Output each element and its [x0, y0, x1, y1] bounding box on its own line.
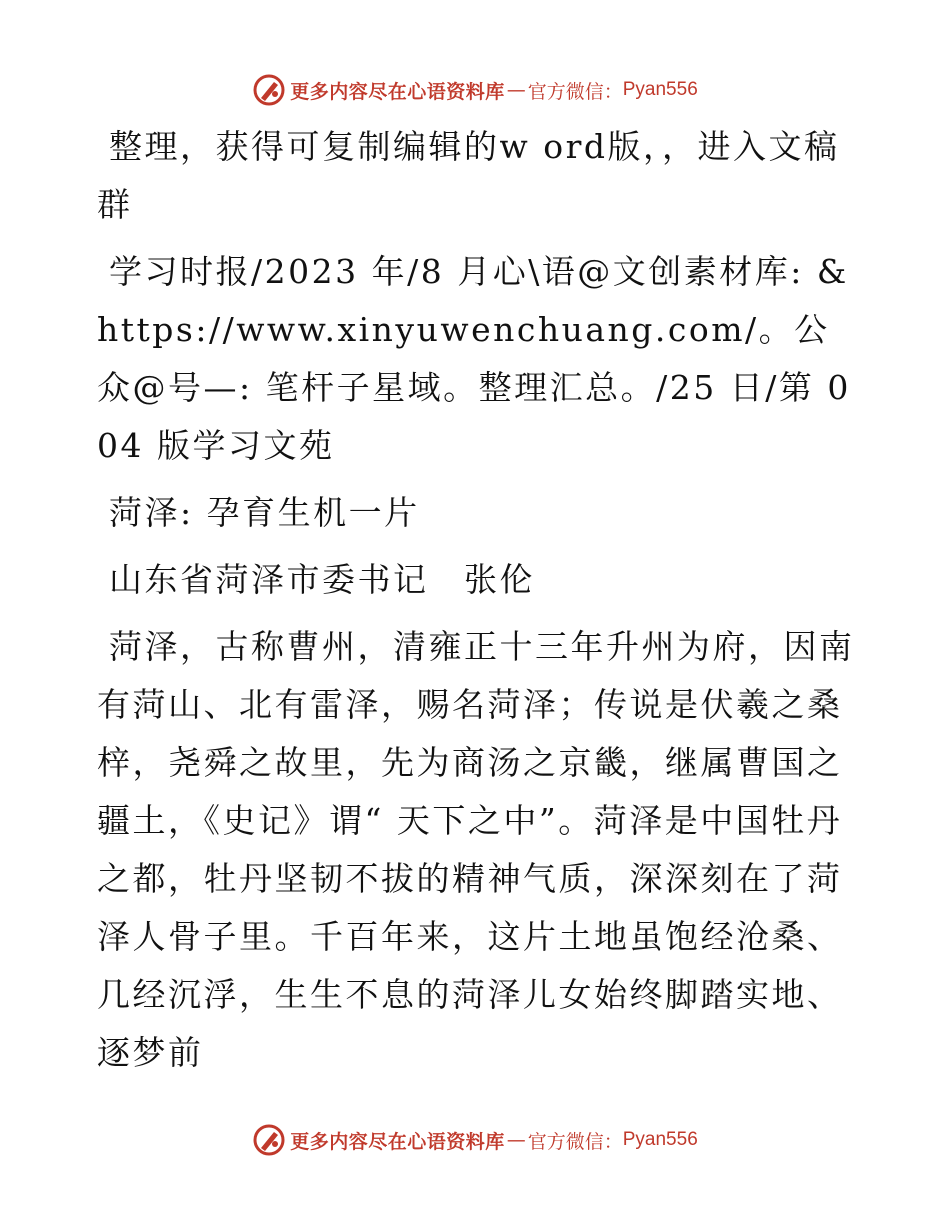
header-watermark-banner: [0, 70, 950, 110]
document-body: [97, 118, 857, 1091]
footer-watermark-banner: [0, 1120, 950, 1160]
banner-dash: —: [506, 79, 526, 101]
banner-brand-text: 更多内容尽在心语资料库: [290, 80, 505, 103]
paragraph-body: 菏泽，古称曹州，清雍正十三年升州为府，因南有菏山、北有雷泽，赐名菏泽；传说是伏羲之桑梓，尧舜之故里，先为商汤之京畿，继属曹国之疆土，《史记》谓“ 天下之中”。菏泽是中国牡丹之都，牡丹坚韧不拔的精神气质，深深刻在了菏泽人骨子里。千百年来，这片土地虽饱经沧桑、几经沉浮，生生不息的菏泽儿女始终脚踏实地、逐梦前: [97, 627, 855, 1072]
article-title: 菏泽: 孕育生机一片: [109, 493, 420, 532]
article-author: 山东省菏泽市委书记 张伦: [109, 560, 535, 599]
paragraph-note: 整理，获得可复制编辑的w ord版，，进入文稿群: [97, 127, 840, 224]
banner-dash: —: [506, 1129, 526, 1151]
banner-brand-text: 更多内容尽在心语资料库: [290, 1130, 505, 1153]
brand-logo-icon: [252, 1123, 286, 1157]
paragraph-source: 学习时报/2023 年/8 月心\语@文创素材库: &https://www.xinyuwenchuang.com/。公众@号—: 笔杆子星域。整理汇总。/25 日/第 004 版学习文苑: [97, 252, 851, 465]
banner-wechat-label: 官方微信：: [527, 80, 623, 103]
banner-wechat-id: Pyan556: [622, 79, 698, 100]
banner-wechat-label: 官方微信：: [527, 1130, 623, 1153]
banner-wechat-id: Pyan556: [622, 1129, 698, 1150]
brand-logo-icon: [252, 73, 286, 107]
